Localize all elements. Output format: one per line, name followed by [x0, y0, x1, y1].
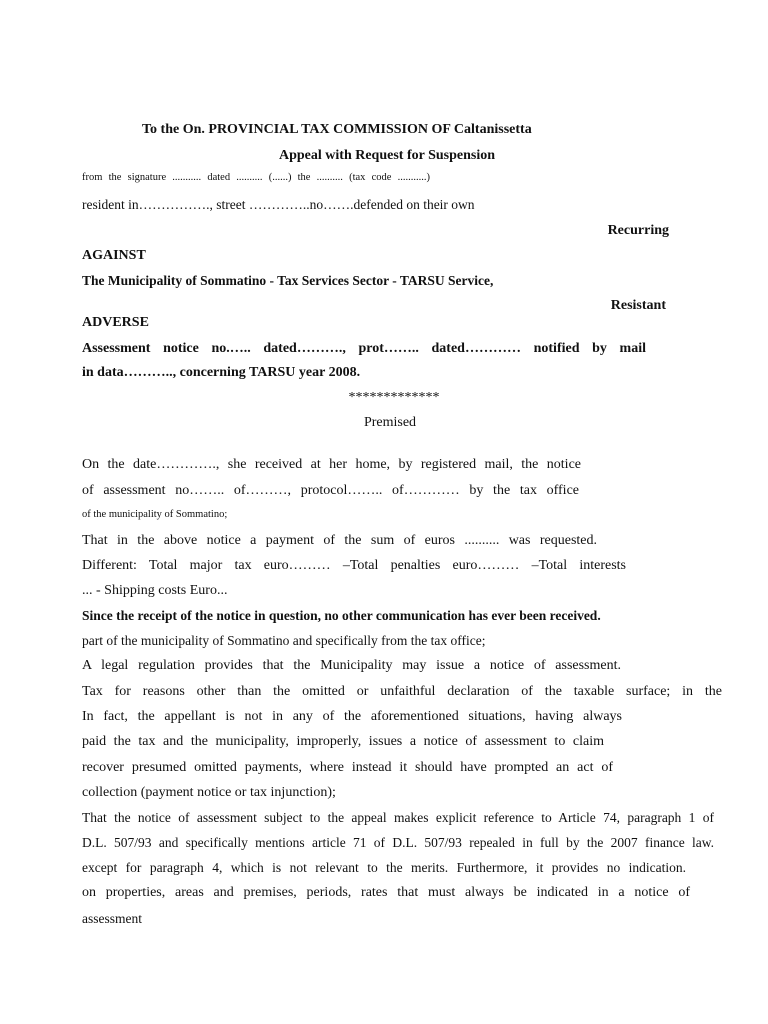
against-label: AGAINST — [82, 248, 146, 263]
body-line: Different: Total major tax euro……… –Total penalties euro……… –Total interests — [82, 558, 626, 573]
body-line: In fact, the appellant is not in any of the aforementioned situations, having always — [82, 709, 622, 724]
body-line: D.L. 507/93 and specifically mentions article 71 of D.L. 507/93 repealed in full by the 2007 finance law. — [82, 835, 714, 850]
adverse-label: ADVERSE — [82, 315, 149, 330]
body-line: except for paragraph 4, which is not relevant to the merits. Furthermore, it provides no indication. — [82, 860, 686, 875]
body-line: Tax for reasons other than the omitted or unfaithful declaration of the taxable surface; in the — [82, 684, 722, 699]
body-line: of assessment no…….. of………, protocol…….. of………… by the tax office — [82, 483, 579, 498]
addressee-heading: To the On. PROVINCIAL TAX COMMISSION OF Caltanissetta — [142, 122, 532, 137]
body-line-bold: Since the receipt of the notice in question, no other communication has ever been received. — [82, 608, 601, 623]
recurring-label: Recurring — [607, 223, 669, 238]
body-line: That in the above notice a payment of the sum of euros .......... was requested. — [82, 533, 597, 548]
body-line: A legal regulation provides that the Municipality may issue a notice of assessment. — [82, 658, 621, 673]
resident-line: resident in……………., street …………..no…….defended on their own — [82, 197, 475, 212]
signature-line: from the signature ........... dated .......... (......) the .......... (tax code ...........) — [82, 172, 430, 183]
asterisk-divider: ************* — [348, 390, 440, 405]
body-line: part of the municipality of Sommatino and specifically from the tax office; — [82, 633, 486, 648]
body-line: assessment — [82, 911, 142, 926]
body-line: On the date…………., she received at her home, by registered mail, the notice — [82, 457, 581, 472]
premised-heading: Premised — [363, 415, 417, 430]
notice-line-1: Assessment notice no.….. dated………., prot…….. dated………… notified by mail — [82, 341, 646, 356]
body-line: recover presumed omitted payments, where instead it should have prompted an act of — [82, 760, 613, 775]
body-line: That the notice of assessment subject to the appeal makes explicit reference to Article 74, paragraph 1 of — [82, 810, 714, 825]
document-title: Appeal with Request for Suspension — [279, 148, 496, 163]
notice-line-2: in data……….., concerning TARSU year 2008. — [82, 365, 361, 380]
respondent-line: The Municipality of Sommatino - Tax Services Sector - TARSU Service, — [82, 273, 494, 288]
body-line: on properties, areas and premises, periods, rates that must always be indicated in a notice of — [82, 885, 690, 900]
body-line: of the municipality of Sommatino; — [82, 509, 228, 520]
body-line: collection (payment notice or tax injunction); — [82, 785, 336, 800]
body-line: paid the tax and the municipality, improperly, issues a notice of assessment to claim — [82, 734, 604, 749]
body-line: ... - Shipping costs Euro... — [82, 583, 228, 598]
resistant-label: Resistant — [610, 298, 666, 313]
